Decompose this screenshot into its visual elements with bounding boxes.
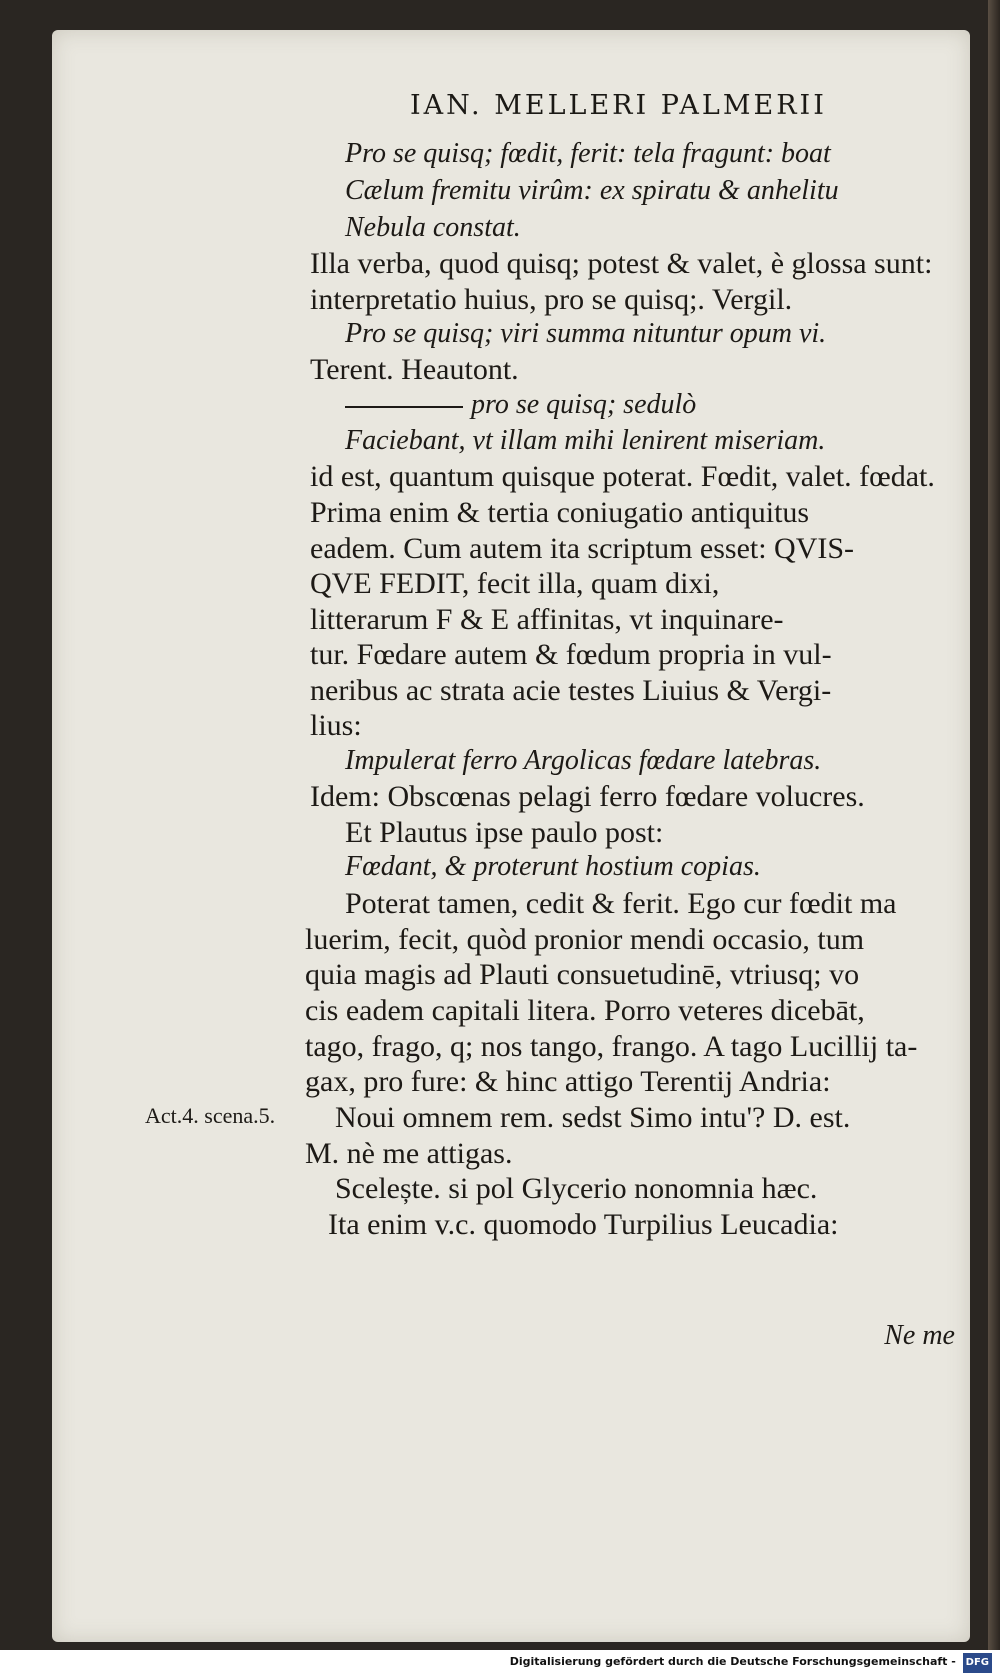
text-line: Ita enim v.c. quomodo Turpilius Leucadia: (328, 1208, 839, 1241)
text-line: Nebula constat. (345, 212, 521, 243)
text-line: Fœdant, & proterunt hostium copias. (345, 851, 761, 882)
text-line: tago, frago, q; nos tango, frango. A tago Lucillij ta- (305, 1030, 918, 1063)
footer-text: Digitalisierung gefördert durch die Deutsche Forschungsgemeinschaft - (509, 1655, 956, 1668)
text-line: QVE FEDIT, fecit illa, quam dixi, (310, 567, 720, 600)
text-line: litterarum F & E affinitas, vt inquinare- (310, 603, 784, 636)
text-line: Terent. Heautont. (310, 353, 519, 386)
digitization-footer (0, 1652, 1000, 1672)
text-line: neribus ac strata acie testes Liuius & Vergi- (310, 674, 832, 707)
dfg-logo: DFG (963, 1653, 992, 1673)
text-line: Et Plautus ipse paulo post: (345, 816, 664, 849)
text-line: Impulerat ferro Argolicas fœdare latebras. (345, 745, 822, 776)
text-line: Pro se quisq; viri summa nituntur opum vi. (345, 318, 827, 349)
text-line: quia magis ad Plauti consuetudinē, vtriusq; vo (305, 958, 860, 991)
text-line: luerim, fecit, quòd pronior mendi occasio, tum (305, 923, 865, 956)
text-line: Cælum fremitu virûm: ex spiratu & anhelitu (345, 175, 839, 206)
text-line: cis eadem capitali litera. Porro veteres dicebāt, (305, 994, 865, 1027)
text-line: pro se quisq; sedulò (345, 389, 696, 421)
text-line: Pro se quisq; fœdit, ferit: tela fragunt: boat (345, 138, 831, 169)
text-line: id est, quantum quisque poterat. Fœdit, valet. fœdat. (310, 460, 935, 493)
text-line: interpretatio huius, pro se quisq;. Vergil. (310, 283, 793, 316)
margin-note: Act.4. scena.5. (145, 1103, 276, 1128)
text-line: Illa verba, quod quisq; potest & valet, è glossa sunt: (310, 247, 933, 280)
text-line: eadem. Cum autem ita scriptum esset: QVIS- (310, 532, 855, 565)
running-head: IAN. MELLERI PALMERII (410, 90, 827, 121)
text-line: Noui omnem rem. sedst Simo intu'? D. est. (335, 1101, 851, 1134)
text-line: Prima enim & tertia coniugatio antiquitus (310, 496, 810, 529)
text-line: M. nè me attigas. (305, 1137, 513, 1170)
text-line: lius: (310, 709, 362, 742)
catchword: Ne me (884, 1320, 955, 1351)
text-line: Faciebant, vt illam mihi lenirent miseriam. (345, 425, 826, 456)
text-line: gax, pro fure: & hinc attigo Terentij Andria: (305, 1065, 831, 1098)
text-line: Idem: Obscœnas pelagi ferro fœdare volucres. (310, 780, 865, 813)
book-gutter (988, 0, 1000, 1650)
text-line: Poterat tamen, cedit & ferit. Ego cur fœdit ma (345, 887, 897, 920)
text-line: tur. Fœdare autem & fœdum propria in vul- (310, 638, 832, 671)
text-line: Scelește. si pol Glycerio nonomnia hæc. (335, 1172, 818, 1205)
